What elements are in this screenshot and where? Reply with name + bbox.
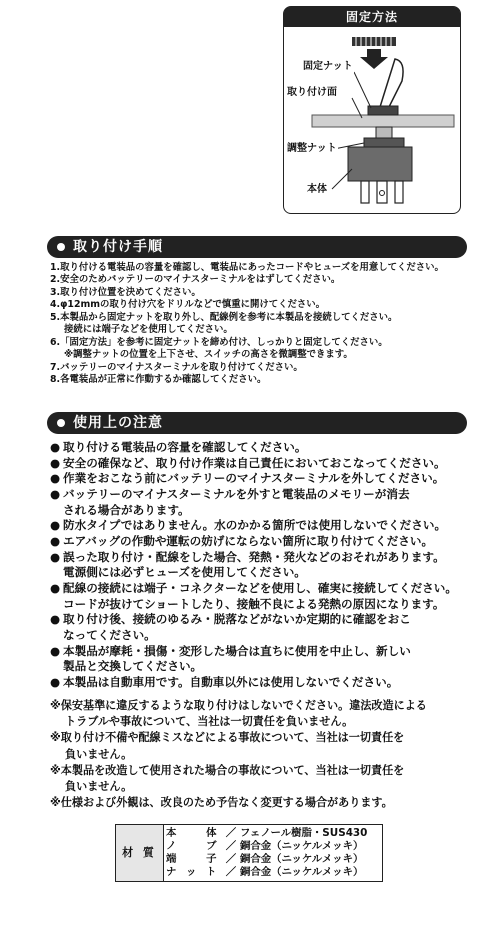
note-line: 負いません。 [65, 780, 133, 794]
down-arrow-icon [360, 49, 388, 69]
note-line: ※保安基準に違反するような取り付けはしないでください。違法改造による [50, 699, 427, 712]
caution-line [50, 659, 470, 675]
step-line: 1.取り付ける電装品の容量を確認し、電装品にあったコードやヒューズを用意してください。 [50, 262, 444, 273]
bullet-icon: ● [50, 471, 61, 486]
caution-line [50, 471, 470, 487]
toggle-switch-diagram [284, 7, 460, 213]
note-line: ※仕様および外観は、改良のため予告なく変更する場合があります。 [50, 796, 393, 810]
material-separator: ／ [225, 840, 237, 852]
caution-text: 安全の確保など、取り付け作業は自己責任においておこなってください。 [63, 455, 446, 470]
caution-text: 作業をおこなう前にバッテリーのマイナスターミナルを外してください。 [63, 471, 445, 486]
caution-line [50, 518, 470, 534]
caution-line [50, 456, 470, 472]
material-part: 端 子 [166, 853, 220, 865]
caution-line [50, 565, 470, 581]
material-value: 銅合金（ニッケルメッキ） [240, 840, 364, 852]
bullet-icon: ● [50, 612, 61, 627]
step-line: ※調整ナットの位置を上下させ、スイッチの高さを微調整できます。 [64, 349, 353, 361]
caution-text: 取り付ける電装品の容量を確認してください。 [63, 440, 307, 454]
top-nut-icon [352, 37, 396, 46]
caution-text: 防水タイプではありません。水のかかる箇所では使用しないでください。 [63, 518, 447, 533]
bullet-icon: ● [50, 674, 61, 689]
material-row [166, 866, 380, 879]
caution-line [50, 534, 470, 550]
lever-icon [380, 59, 403, 109]
step-line: 8.各電装品が正常に作動するか確認してください。 [50, 374, 267, 386]
bullet-icon: ● [50, 440, 61, 454]
caution-line [50, 503, 470, 519]
material-part: ナ ッ ト [166, 866, 220, 878]
caution-text: 電源側には必ずヒューズを使用してください。 [63, 565, 306, 580]
material-value: フェノール樹脂・SUS430 [240, 827, 368, 839]
caution-text: 誤った取り付け・配線をした場合、発熱・発火などのおそれがあります。 [63, 549, 445, 564]
cautions-list [50, 440, 470, 691]
caution-text: 配線の接続には端子・コネクターなどを使用し、確実に接続してください。 [63, 580, 457, 595]
material-rows [166, 827, 380, 879]
material-row [166, 853, 380, 866]
material-row [166, 827, 380, 840]
switch-body-icon [348, 147, 412, 181]
material-separator: ／ [225, 866, 237, 878]
step-line: 接続には端子などを使用してください。 [64, 324, 233, 336]
installation-heading-bar [47, 236, 467, 258]
material-separator: ／ [225, 827, 237, 839]
caution-line [50, 675, 470, 691]
notes-list [50, 698, 470, 811]
note-line: ※取り付け不備や配線ミスなどによる事故について、当社は一切責任を [50, 731, 405, 745]
caution-line [50, 612, 470, 628]
caution-text: エアバッグの作動や運転の妨げにならない箇所に取り付けてください。 [63, 533, 434, 548]
bullet-icon: ● [50, 580, 61, 595]
mount-surface-label: 取り付け面 [287, 87, 337, 98]
bullet-icon: ● [50, 455, 61, 470]
cautions-heading-bar [47, 412, 467, 434]
mounting-figure [283, 6, 461, 214]
step-line: 5.本製品から固定ナットを取り外し、配線例を参考に本製品を接続してください。 [50, 311, 398, 323]
note-line: トラブルや事故について、当社は一切責任を負いません。 [65, 715, 354, 729]
caution-text: 製品と交換してください。 [63, 659, 203, 674]
bullet-icon: ● [50, 486, 61, 501]
caution-text: コードが抜けてショートしたり、接触不良による発熱の原因になります。 [63, 596, 445, 611]
heading-dot-icon [57, 419, 65, 427]
caution-text: なってください。 [63, 627, 156, 642]
note-line: 負いません。 [65, 747, 133, 761]
cautions-heading: 使用上の注意 [73, 415, 163, 431]
adjust-nut-label: 調整ナット [287, 143, 337, 154]
caution-line [50, 644, 470, 660]
caution-line [50, 628, 470, 644]
fixing-nut-label: 固定ナット [303, 61, 353, 72]
installation-heading: 取り付け手順 [73, 239, 163, 255]
caution-text: 取り付け後、接続のゆるみ・脱落などがないか定期的に確認をおこ [63, 612, 411, 627]
caution-text: 本製品が摩耗・損傷・変形した場合は直ちに使用を中止し、新しい [63, 643, 411, 658]
bullet-icon: ● [50, 643, 61, 658]
figure-title: 固定方法 [284, 7, 460, 27]
step-line: 7.バッテリーのマイナスターミナルを取り付けてください。 [50, 361, 303, 373]
caution-text: される場合があります。 [63, 502, 190, 517]
material-value: 銅合金（ニッケルメッキ） [240, 853, 364, 865]
bullet-icon: ● [50, 533, 61, 548]
material-separator: ／ [225, 853, 237, 865]
caution-line [50, 597, 470, 613]
material-value: 銅合金（ニッケルメッキ） [240, 866, 364, 878]
material-header: 材 質 [116, 825, 164, 881]
note-line: ※本製品を改造して使用された場合の事故について、当社は一切責任を [50, 763, 405, 777]
material-part: ノ ブ [166, 840, 220, 852]
bullet-icon: ● [50, 549, 61, 564]
adjust-nut-icon [364, 138, 404, 147]
body-label: 本体 [307, 184, 327, 195]
mount-plate-icon [312, 115, 454, 127]
material-table [115, 824, 383, 882]
step-line: 2.安全のためバッテリーのマイナスターミナルをはずしてください。 [50, 274, 341, 286]
step-line: 6.「固定方法」を参考に固定ナットを締め付け、しっかりと固定してください。 [50, 336, 388, 348]
step-line: 4.φ12mmの取り付け穴をドリルなどで慎重に開けてください。 [50, 299, 326, 311]
installation-steps [50, 262, 470, 387]
heading-dot-icon [57, 243, 65, 251]
caution-line [50, 581, 470, 597]
material-part: 本 体 [166, 827, 220, 839]
step-line: 3.取り付け位置を決めてください。 [50, 286, 201, 298]
caution-line [50, 440, 470, 456]
caution-text: 本製品は自動車用です。自動車以外には使用しないでください。 [63, 674, 399, 689]
caution-line [50, 487, 470, 503]
caution-line [50, 550, 470, 566]
caution-text: バッテリーのマイナスターミナルを外すと電装品のメモリーが消去 [63, 486, 410, 501]
bullet-icon: ● [50, 518, 61, 533]
material-row [166, 840, 380, 853]
